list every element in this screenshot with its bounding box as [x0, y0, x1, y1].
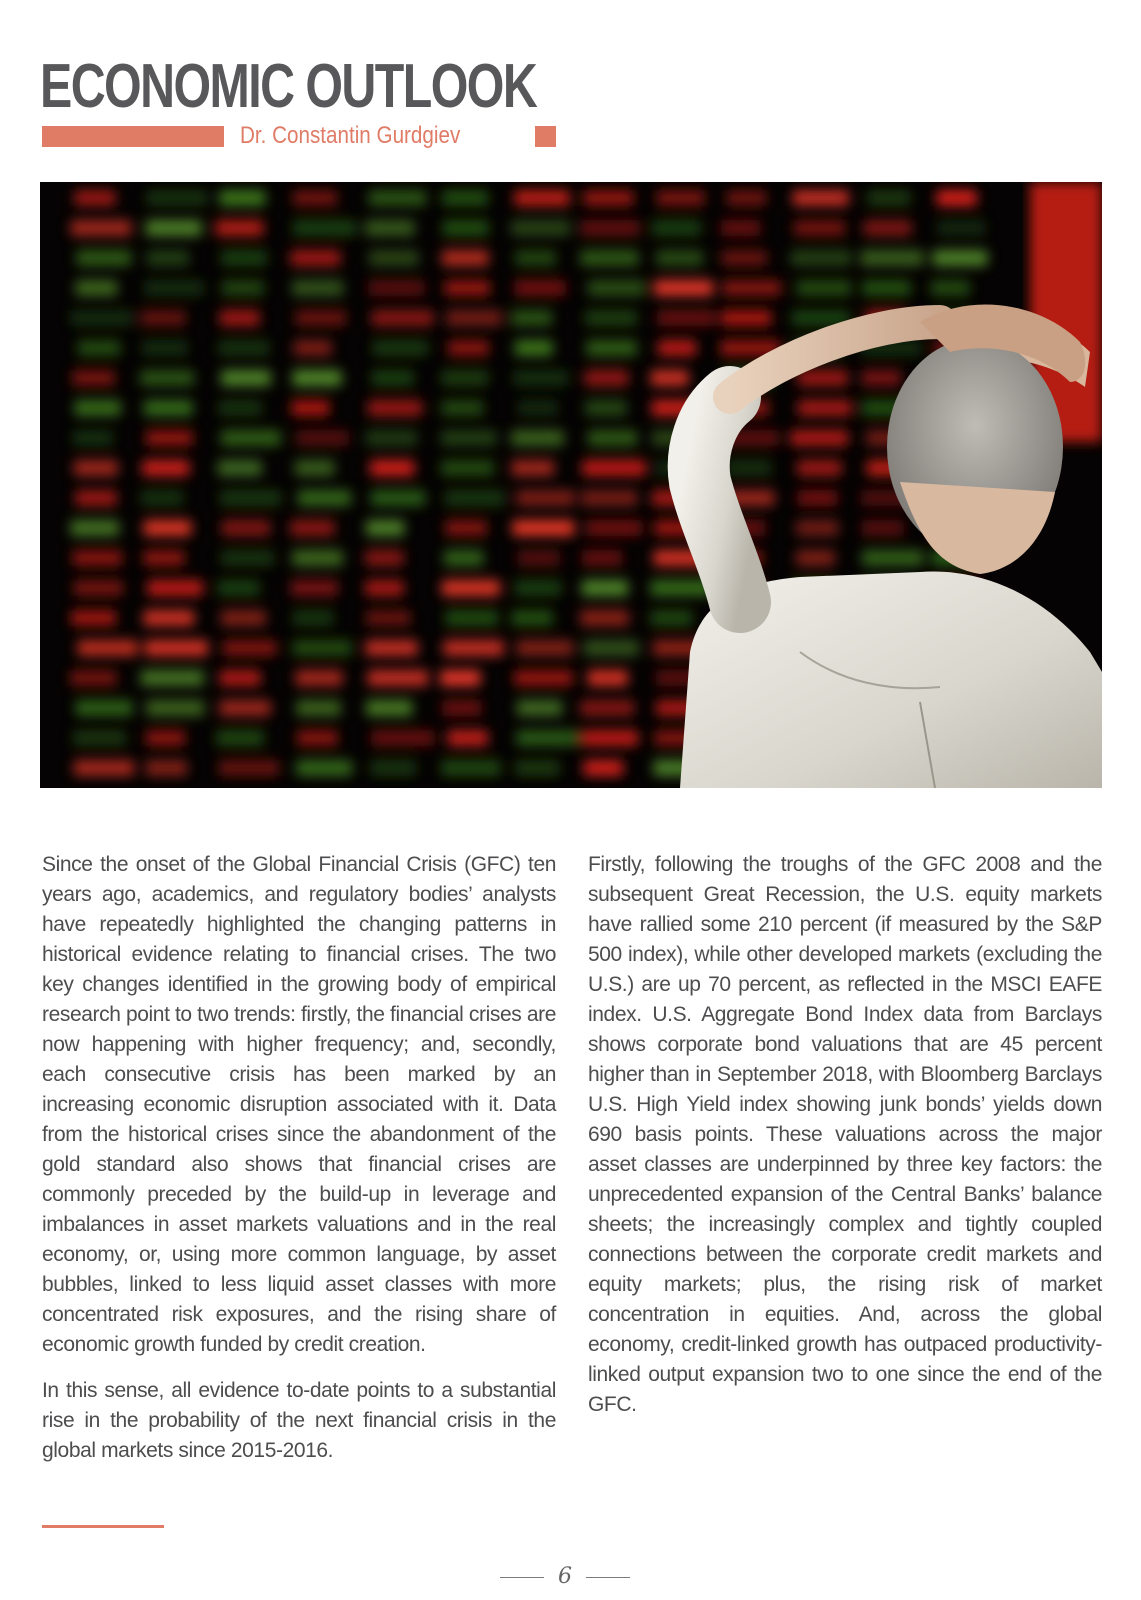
board-glow-cell [75, 280, 117, 296]
board-glow-cell [77, 640, 137, 656]
board-glow-cell [862, 280, 911, 296]
board-glow-cell [797, 370, 848, 386]
board-glow-cell [726, 190, 766, 206]
board-glow-cell [365, 220, 415, 236]
board-glow-cell [293, 610, 334, 626]
board-glow-cell [657, 310, 716, 326]
board-glow-cell [441, 460, 494, 476]
board-glow-cell [144, 400, 193, 416]
board-glow-cell [442, 250, 489, 266]
board-glow-cell [221, 250, 267, 266]
board-glow-cell [71, 610, 116, 626]
board-glow-cell [582, 460, 646, 476]
board-glow-cell [221, 520, 270, 536]
board-glow-cell [296, 760, 352, 776]
board-glow-cell [290, 520, 334, 536]
board-glow-cell [515, 760, 560, 776]
board-glow-cell [216, 730, 264, 746]
board-glow-cell [142, 340, 188, 356]
board-glow-cell [444, 280, 490, 296]
board-glow-cell [366, 430, 418, 446]
board-glow-cell [70, 670, 116, 686]
board-glow-cell [296, 700, 341, 716]
board-glow-cell [511, 610, 553, 626]
board-glow-cell [793, 190, 849, 206]
board-glow-cell [145, 760, 187, 776]
board-glow-cell [514, 190, 570, 206]
board-glow-cell [365, 640, 418, 656]
board-glow-cell [143, 610, 194, 626]
board-glow-cell [219, 700, 271, 716]
board-glow-cell [445, 490, 505, 506]
board-glow-cell [366, 610, 411, 626]
board-glow-cell [445, 520, 487, 536]
board-glow-cell [442, 580, 501, 596]
article-paragraph: Since the onset of the Global Financial Crisis (GFC) ten years ago, academics, and regulatory bodies’ analysts have repeatedly highlighted the changing patterns in historical evidence relating to financial crises. The two key changes identified in the growing body of empirical research point to two trends: firstly, the financial crises are now happening with higher frequency; and, secondly, each consecutive crisis has been marked by an increasing economic disruption associated with it. Data from the historical crises since the abandonment of the gold standard also shows that financial crises are commonly preceded by the build-up in leverage and imbalances in asset markets valuations and in the real economy, or, using more common language, by asset bubbles, linked to less liquid asset classes with more concentrated risk exposures, and the rising share of economic growth funded by credit creation. [42, 853, 556, 1356]
board-glow-cell [517, 700, 563, 716]
page-number-block [480, 1562, 650, 1592]
board-glow-cell [74, 580, 123, 596]
byline-accent-bar-right [535, 126, 556, 147]
board-glow-cell [295, 670, 342, 686]
board-glow-cell [70, 310, 132, 326]
board-glow-cell [218, 340, 269, 356]
page-number-dash-left [500, 1577, 544, 1578]
board-glow-cell [370, 760, 416, 776]
board-glow-cell [292, 370, 341, 386]
board-glow-cell [790, 430, 848, 446]
board-glow-cell [146, 430, 193, 446]
board-glow-cell [296, 430, 349, 446]
board-glow-cell [75, 490, 117, 506]
board-glow-cell [293, 220, 356, 236]
board-glow-cell [144, 280, 204, 296]
board-glow-cell [931, 280, 971, 296]
board-glow-cell [861, 520, 903, 536]
board-glow-cell [798, 400, 852, 416]
board-glow-cell [790, 250, 851, 266]
board-glow-cell [796, 280, 851, 296]
board-glow-cell [73, 550, 122, 566]
board-glow-cell [371, 490, 425, 506]
board-glow-cell [78, 340, 121, 356]
board-glow-cell [447, 730, 488, 746]
board-glow-cell [511, 220, 570, 236]
board-glow-cell [516, 490, 575, 506]
board-glow-cell [221, 610, 266, 626]
board-glow-cell [721, 310, 772, 326]
board-glow-cell [584, 370, 628, 386]
board-glow-cell [140, 310, 185, 326]
board-glow-cell [588, 670, 628, 686]
board-glow-cell [293, 190, 337, 206]
board-glow-cell [721, 220, 761, 236]
board-glow-cell [147, 250, 189, 266]
board-glow-cell [440, 670, 480, 686]
board-glow-cell [291, 580, 338, 596]
board-glow-cell [514, 280, 565, 296]
board-glow-cell [70, 520, 119, 536]
board-glow-cell [652, 220, 701, 236]
author-byline: Dr. Constantin Gurdgiev [240, 122, 461, 149]
board-glow-cell [371, 370, 413, 386]
board-glow-cell [366, 700, 412, 716]
board-glow-cell [797, 490, 837, 506]
board-glow-cell [146, 700, 204, 716]
article-paragraph: Firstly, following the troughs of the GFC 2008 and the subsequent Great Recession, the U.S. equity markets have rallied some 210 percent (if measured by the S&P 500 index), while other developed markets (excluding the U.S.) are up 70 percent, as reflected in the MSCI EAFE index. U.S. Aggregate Bond Index data from Barclays shows corporate bond valuations that are 45 percent higher than in September 2018, with Bloomberg Barclays U.S. High Yield index showing junk bonds’ yields down 690 basis points. These valuations across the major asset classes are underpinned by three key factors: the unprecedented expansion of the Central Banks’ balance sheets; the increasingly complex and tightly coupled connections between the corporate credit markets and equity markets; plus, the rising risk of market concentration in equities. And, across the global economy, credit-linked growth has outpaced productivity-linked output expansion two to one since the end of the GFC. [588, 853, 1102, 1416]
board-glow-cell [221, 550, 274, 566]
board-glow-cell [71, 220, 132, 236]
article-paragraph: In this sense, all evidence to-date points to a substantial rise in the probability of the next financial crisis in the global markets since 2015-2016. [42, 1379, 556, 1462]
board-glow-cell [862, 550, 924, 566]
board-glow-cell [295, 310, 346, 326]
board-glow-cell [142, 460, 189, 476]
board-glow-cell [582, 580, 629, 596]
page-number: 6 [558, 1564, 572, 1589]
board-glow-cell [141, 670, 204, 686]
board-glow-cell [74, 460, 118, 476]
board-glow-cell [221, 370, 271, 386]
board-glow-cell [292, 280, 344, 296]
board-glow-cell [580, 220, 640, 236]
board-glow-cell [516, 730, 578, 746]
board-glow-cell [366, 520, 404, 536]
board-glow-cell [861, 370, 900, 386]
board-glow-cell [721, 250, 767, 266]
board-glow-cell [297, 730, 338, 746]
board-glow-cell [146, 220, 202, 236]
board-glow-cell [650, 610, 692, 626]
board-glow-cell [445, 610, 498, 626]
board-glow-cell [369, 190, 427, 206]
board-glow-cell [588, 430, 637, 446]
board-glow-cell [867, 190, 910, 206]
board-glow-cell [441, 430, 497, 446]
board-glow-cell [586, 340, 637, 356]
board-glow-cell [73, 730, 126, 746]
board-glow-cell [74, 760, 135, 776]
board-glow-cell [588, 280, 646, 296]
board-glow-cell [515, 580, 562, 596]
board-glow-cell [585, 310, 637, 326]
board-glow-cell [584, 640, 639, 656]
board-glow-cell [370, 460, 414, 476]
board-glow-cell [658, 340, 696, 356]
board-glow-cell [797, 460, 841, 476]
board-glow-cell [581, 490, 637, 506]
board-glow-cell [796, 550, 835, 566]
board-glow-cell [726, 460, 771, 476]
board-glow-cell [446, 310, 502, 326]
board-glow-cell [513, 370, 568, 386]
hero-photo [40, 182, 1102, 788]
board-glow-cell [722, 280, 781, 296]
board-glow-cell [298, 490, 351, 506]
board-glow-cell [219, 190, 265, 206]
board-glow-cell [580, 250, 639, 266]
board-glow-cell [76, 250, 131, 266]
board-glow-cell [657, 190, 705, 206]
byline-accent-bar-left [42, 126, 224, 147]
board-glow-cell [443, 640, 504, 656]
board-glow-cell [517, 550, 560, 566]
board-glow-cell [651, 370, 689, 386]
board-glow-cell [863, 220, 911, 236]
board-glow-cell [144, 640, 208, 656]
board-glow-cell [654, 280, 713, 296]
board-glow-cell [371, 310, 433, 326]
board-glow-cell [511, 310, 552, 326]
board-glow-cell [295, 460, 335, 476]
board-glow-cell [448, 340, 489, 356]
board-glow-cell [143, 550, 184, 566]
board-glow-cell [514, 670, 573, 686]
board-glow-cell [218, 460, 262, 476]
board-glow-cell [367, 670, 428, 686]
board-glow-cell [147, 580, 203, 596]
board-glow-cell [932, 250, 987, 266]
board-glow-cell [369, 250, 419, 266]
board-glow-cell [580, 610, 629, 626]
board-glow-cell [441, 400, 483, 416]
board-glow-cell [515, 340, 553, 356]
board-glow-cell [936, 190, 976, 206]
board-glow-cell [146, 730, 185, 746]
board-glow-cell [441, 370, 488, 386]
board-glow-cell [220, 670, 261, 686]
board-glow-cell [74, 190, 115, 206]
board-glow-cell [294, 340, 332, 356]
page-title: ECONOMIC OUTLOOK [40, 52, 537, 121]
board-glow-cell [585, 400, 627, 416]
board-glow-cell [222, 280, 265, 296]
board-glow-cell [365, 550, 403, 566]
board-glow-cell [73, 430, 113, 446]
board-glow-cell [583, 190, 633, 206]
board-glow-cell [581, 730, 638, 746]
board-glow-cell [218, 580, 260, 596]
board-glow-cell [368, 400, 422, 416]
board-glow-cell [146, 190, 207, 206]
board-glow-cell [442, 190, 488, 206]
board-glow-cell [442, 700, 482, 716]
page-number-dash-right [586, 1577, 630, 1578]
article-left-column [42, 850, 556, 1482]
board-glow-cell [220, 490, 281, 506]
board-glow-cell [292, 550, 343, 566]
board-glow-cell [220, 310, 260, 326]
board-glow-cell [365, 580, 404, 596]
board-glow-cell [937, 220, 985, 236]
board-glow-cell [290, 250, 340, 266]
board-glow-cell [75, 700, 132, 716]
stock-board-photo-illustration [40, 182, 1102, 788]
board-glow-cell [215, 220, 263, 236]
article-right-column [588, 850, 1102, 1436]
board-glow-cell [221, 430, 281, 446]
board-glow-cell [512, 520, 574, 536]
board-glow-cell [371, 730, 434, 746]
board-glow-cell [796, 520, 838, 536]
board-glow-cell [518, 400, 558, 416]
board-glow-cell [292, 640, 351, 656]
board-glow-cell [291, 400, 329, 416]
board-glow-cell [582, 550, 623, 566]
board-glow-cell [223, 640, 277, 656]
board-glow-cell [794, 220, 845, 236]
board-glow-cell [219, 760, 279, 776]
board-glow-cell [511, 430, 564, 446]
board-glow-cell [140, 370, 194, 386]
board-glow-cell [860, 250, 923, 266]
board-glow-cell [443, 220, 489, 236]
board-glow-cell [368, 280, 424, 296]
board-glow-cell [583, 760, 623, 776]
board-glow-cell [218, 400, 262, 416]
board-glow-cell [511, 460, 554, 476]
board-glow-cell [74, 400, 121, 416]
board-glow-cell [441, 760, 501, 776]
footer-accent-rule [42, 1525, 164, 1528]
board-glow-cell [585, 520, 642, 536]
board-glow-cell [656, 250, 703, 266]
board-glow-cell [444, 550, 484, 566]
board-glow-cell [372, 340, 428, 356]
board-glow-cell [141, 490, 184, 506]
board-glow-cell [144, 520, 192, 536]
board-glow-cell [580, 700, 634, 716]
board-glow-cell [516, 640, 573, 656]
board-glow-cell [72, 370, 114, 386]
board-glow-cell [515, 250, 556, 266]
